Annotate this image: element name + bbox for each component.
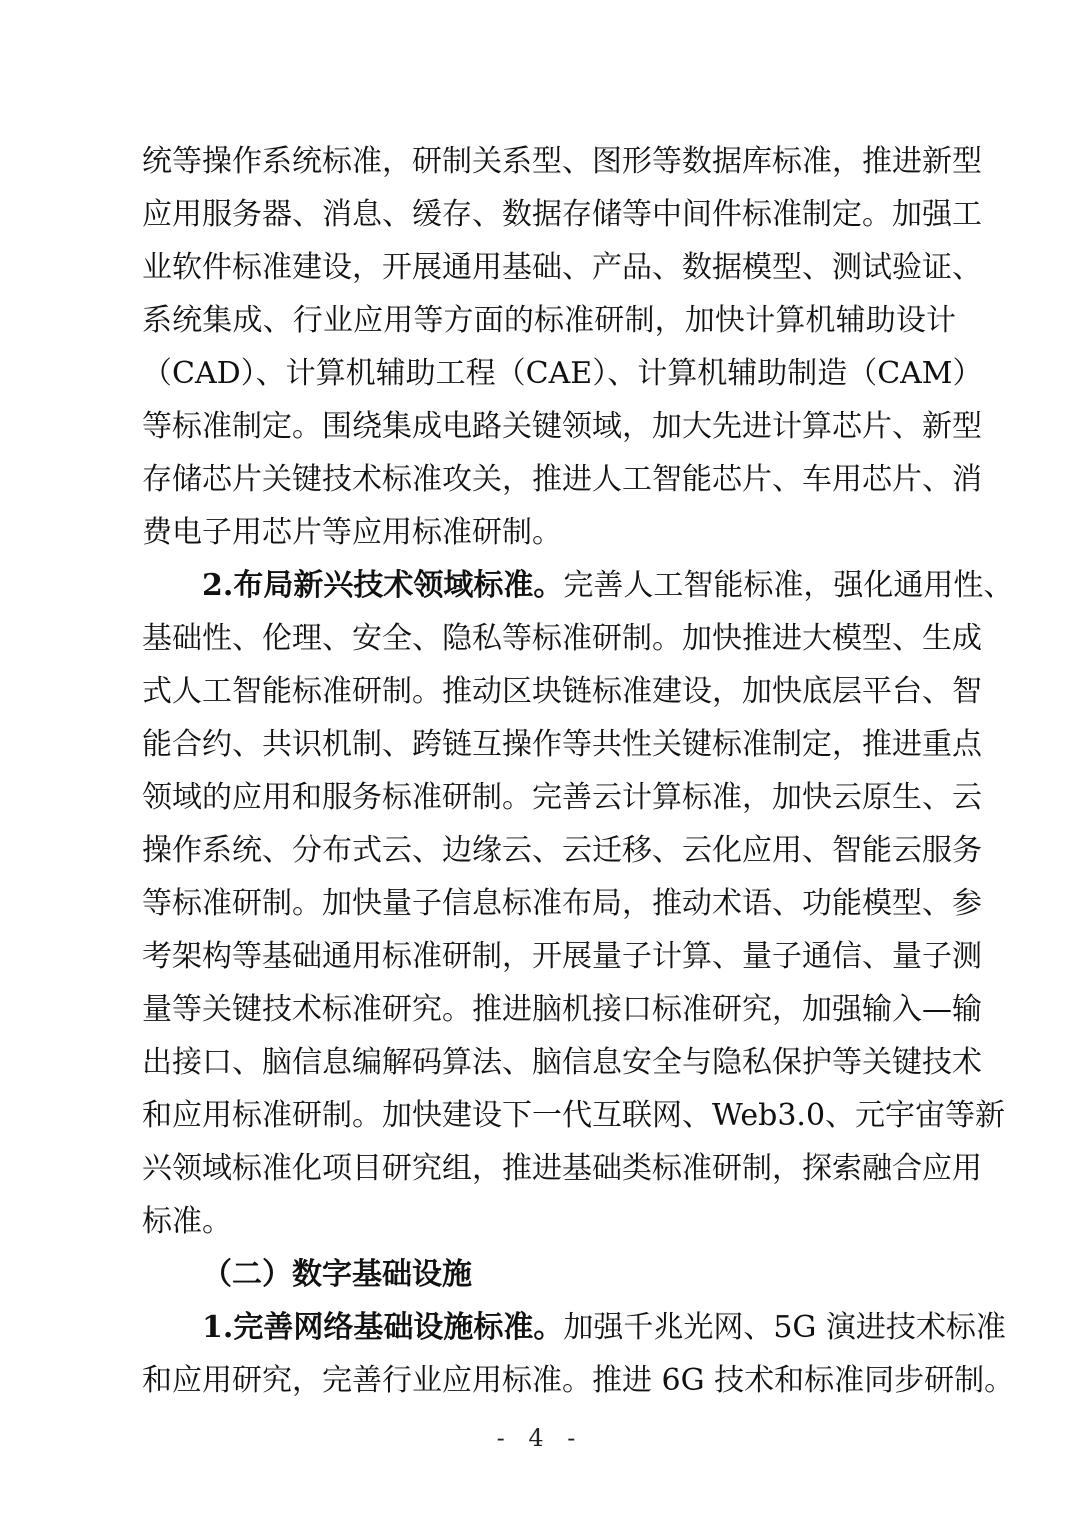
paragraph-line: 兴领域标准化项目研究组，推进基础类标准研制，探索融合应用 bbox=[142, 1151, 982, 1186]
page-number: - 4 - bbox=[496, 1424, 584, 1452]
paragraph-line: 能合约、共识机制、跨链互操作等共性关键标准制定，推进重点 bbox=[142, 727, 982, 762]
section-lead-line bbox=[202, 1302, 1006, 1354]
paragraph-line: 费电子用芯片等应用标准研制。 bbox=[142, 515, 562, 550]
subsection-heading: （二）数字基础设施 bbox=[202, 1257, 472, 1292]
section-text: 加强千兆光网、5G 演进技术标准 bbox=[563, 1310, 1006, 1345]
paragraph-line: 领域的应用和服务标准研制。完善云计算标准，加快云原生、云 bbox=[142, 780, 982, 815]
paragraph-line: 量等关键技术标准研究。推进脑机接口标准研究，加强输入—输 bbox=[142, 992, 982, 1027]
paragraph-line: 应用服务器、消息、缓存、数据存储等中间件标准制定。加强工 bbox=[142, 197, 982, 232]
paragraph-line: 式人工智能标准研制。推动区块链标准建设，加快底层平台、智 bbox=[142, 674, 982, 709]
paragraph-line: 系统集成、行业应用等方面的标准研制，加快计算机辅助设计 bbox=[142, 303, 956, 338]
paragraph-line: 等标准制定。围绕集成电路关键领域，加大先进计算芯片、新型 bbox=[142, 409, 982, 444]
paragraph-line: 业软件标准建设，开展通用基础、产品、数据模型、测试验证、 bbox=[142, 250, 982, 285]
paragraph-line: 操作系统、分布式云、边缘云、云迁移、云化应用、智能云服务 bbox=[142, 833, 982, 868]
paragraph-line: 标准。 bbox=[142, 1204, 232, 1239]
paragraph-line: 存储芯片关键技术标准攻关，推进人工智能芯片、车用芯片、消 bbox=[142, 462, 982, 497]
paragraph-line: （CAD）、计算机辅助工程（CAE）、计算机辅助制造（CAM） bbox=[142, 356, 983, 391]
section-title: 2.布局新兴技术领域标准。 bbox=[202, 568, 564, 603]
section-text: 完善人工智能标准，强化通用性、 bbox=[563, 568, 1014, 603]
section-title: 1.完善网络基础设施标准。 bbox=[202, 1310, 564, 1345]
paragraph-line: 等标准研制。加快量子信息标准布局，推动术语、功能模型、参 bbox=[142, 886, 982, 921]
paragraph-line: 和应用标准研制。加快建设下一代互联网、Web3.0、元宇宙等新 bbox=[142, 1098, 1006, 1133]
paragraph-line: 统等操作系统标准，研制关系型、图形等数据库标准，推进新型 bbox=[142, 144, 982, 179]
paragraph-line: 出接口、脑信息编解码算法、脑信息安全与隐私保护等关键技术 bbox=[142, 1045, 982, 1080]
paragraph-line: 基础性、伦理、安全、隐私等标准研制。加快推进大模型、生成 bbox=[142, 621, 982, 656]
paragraph-line: 考架构等基础通用标准研制，开展量子计算、量子通信、量子测 bbox=[142, 939, 982, 974]
section-lead-line bbox=[202, 560, 1014, 612]
paragraph-line: 和应用研究，完善行业应用标准。推进 6G 技术和标准同步研制。 bbox=[142, 1363, 1015, 1398]
